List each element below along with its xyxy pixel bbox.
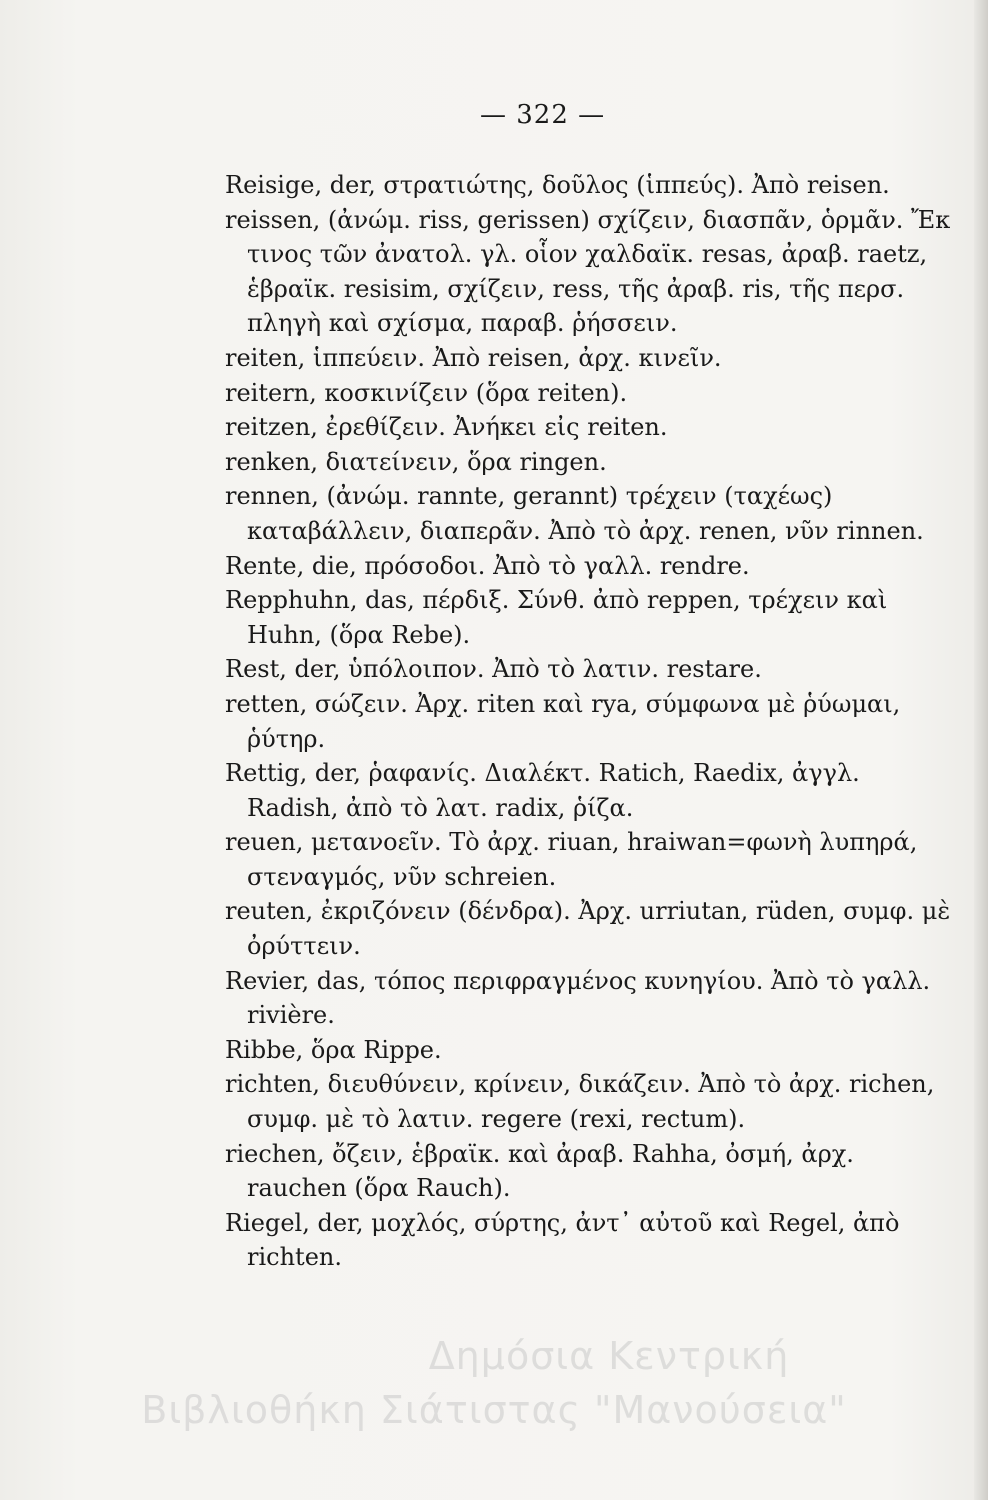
dictionary-entries <box>225 168 958 1275</box>
entry-reitzen: reitzen, ἐρεθίζειν. Ἀνήκει εἰς reiten. <box>225 413 668 442</box>
entry-rente: Rente, die, πρόσοδοι. Ἀπὸ τὸ γαλλ. rendre. <box>225 551 750 580</box>
entry-riegel: Riegel, der, μοχλός, σύρτης, ἀντ᾽ αὐτοῦ καὶ Regel, ἀπὸ richten. <box>225 1208 908 1272</box>
entry-reiten: reiten, ἱππεύειν. Ἀπὸ reisen, ἀρχ. κινεῖν. <box>225 343 722 372</box>
entry-ribbe: Ribbe, ὅρα Rippe. <box>225 1035 442 1064</box>
entry-rennen: rennen, (ἀνώμ. rannte, gerannt) τρέχειν (ταχέως) καταβάλλειν, διαπερᾶν. Ἀπὸ τὸ ἀρχ. renen, νῦν rinnen. <box>225 482 924 545</box>
page-edge <box>974 0 988 1500</box>
entry-reisige: Reisige, der, στρατιώτης, δοῦλος (ἱππεύς). Ἀπὸ reisen. <box>225 171 890 199</box>
entry-revier: Revier, das, τόπος περιφραγμένος κυνηγίου. Ἀπὸ τὸ γαλλ. rivière. <box>225 966 938 1030</box>
entry-repphuhn: Repphuhn, das, πέρδιξ. Σύνθ. ἀπὸ reppen, τρέχειν καὶ Huhn, (ὅρα Rebe). <box>225 586 895 649</box>
library-watermark-line2: Βιβλιοθήκη Σιάτιστας "Μανούσεια" <box>141 1388 847 1432</box>
page-number: — 322 — <box>480 100 606 130</box>
library-watermark-line1: Δημόσια Κεντρική <box>428 1334 790 1378</box>
entry-reuten: reuten, ἐκριζόνειν (δένδρα). Ἀρχ. urriutan, rüden, συμφ. μὲ ὀρύττειν. <box>225 897 958 961</box>
entry-retten: retten, σώζειν. Ἀρχ. riten καὶ rya, σύμφωνα μὲ ῥύωμαι, ῥύτηρ. <box>225 689 908 753</box>
entry-reuen: reuen, μετανοεῖν. Τὸ ἀρχ. riuan, hraiwan=φωνὴ λυπηρά, στεναγμός, νῦν schreien. <box>225 828 925 891</box>
entry-rettig: Rettig, der, ῥαφανίς. Διαλέκτ. Ratich, Raedix, ἀγγλ. Radish, ἀπὸ τὸ λατ. radix, ῥίζα. <box>225 759 868 822</box>
entry-richten: richten, διευθύνειν, κρίνειν, δικάζειν. Ἀπὸ τὸ ἀρχ. richen, συμφ. μὲ τὸ λατιν. regere (rexi, rectum). <box>225 1070 943 1134</box>
entry-riechen: riechen, ὄζειν, ἑβραϊκ. καὶ ἀραβ. Rahha, ὀσμή, ἀρχ. rauchen (ὅρα Rauch). <box>225 1139 862 1203</box>
entry-reitern: reitern, κοσκινίζειν (ὅρα reiten). <box>225 378 628 407</box>
entry-rest: Rest, der, ὑπόλοιπον. Ἀπὸ τὸ λατιν. restare. <box>225 655 762 684</box>
entry-renken: renken, διατείνειν, ὅρα ringen. <box>225 447 607 476</box>
entry-reissen: reissen, (ἀνώμ. riss, gerissen) σχίζειν, διασπᾶν, ὁρμᾶν. Ἔκ τινος τῶν ἀνατολ. γλ. οἷον χαλδαϊκ. resas, ἀραβ. raetz, ἑβραϊκ. resisim, σχίζειν, ress, τῆς ἀραβ. ris, τῆς περσ. πληγὴ καὶ σχίσμα, παραβ. ῥήσσειν. <box>225 205 958 338</box>
